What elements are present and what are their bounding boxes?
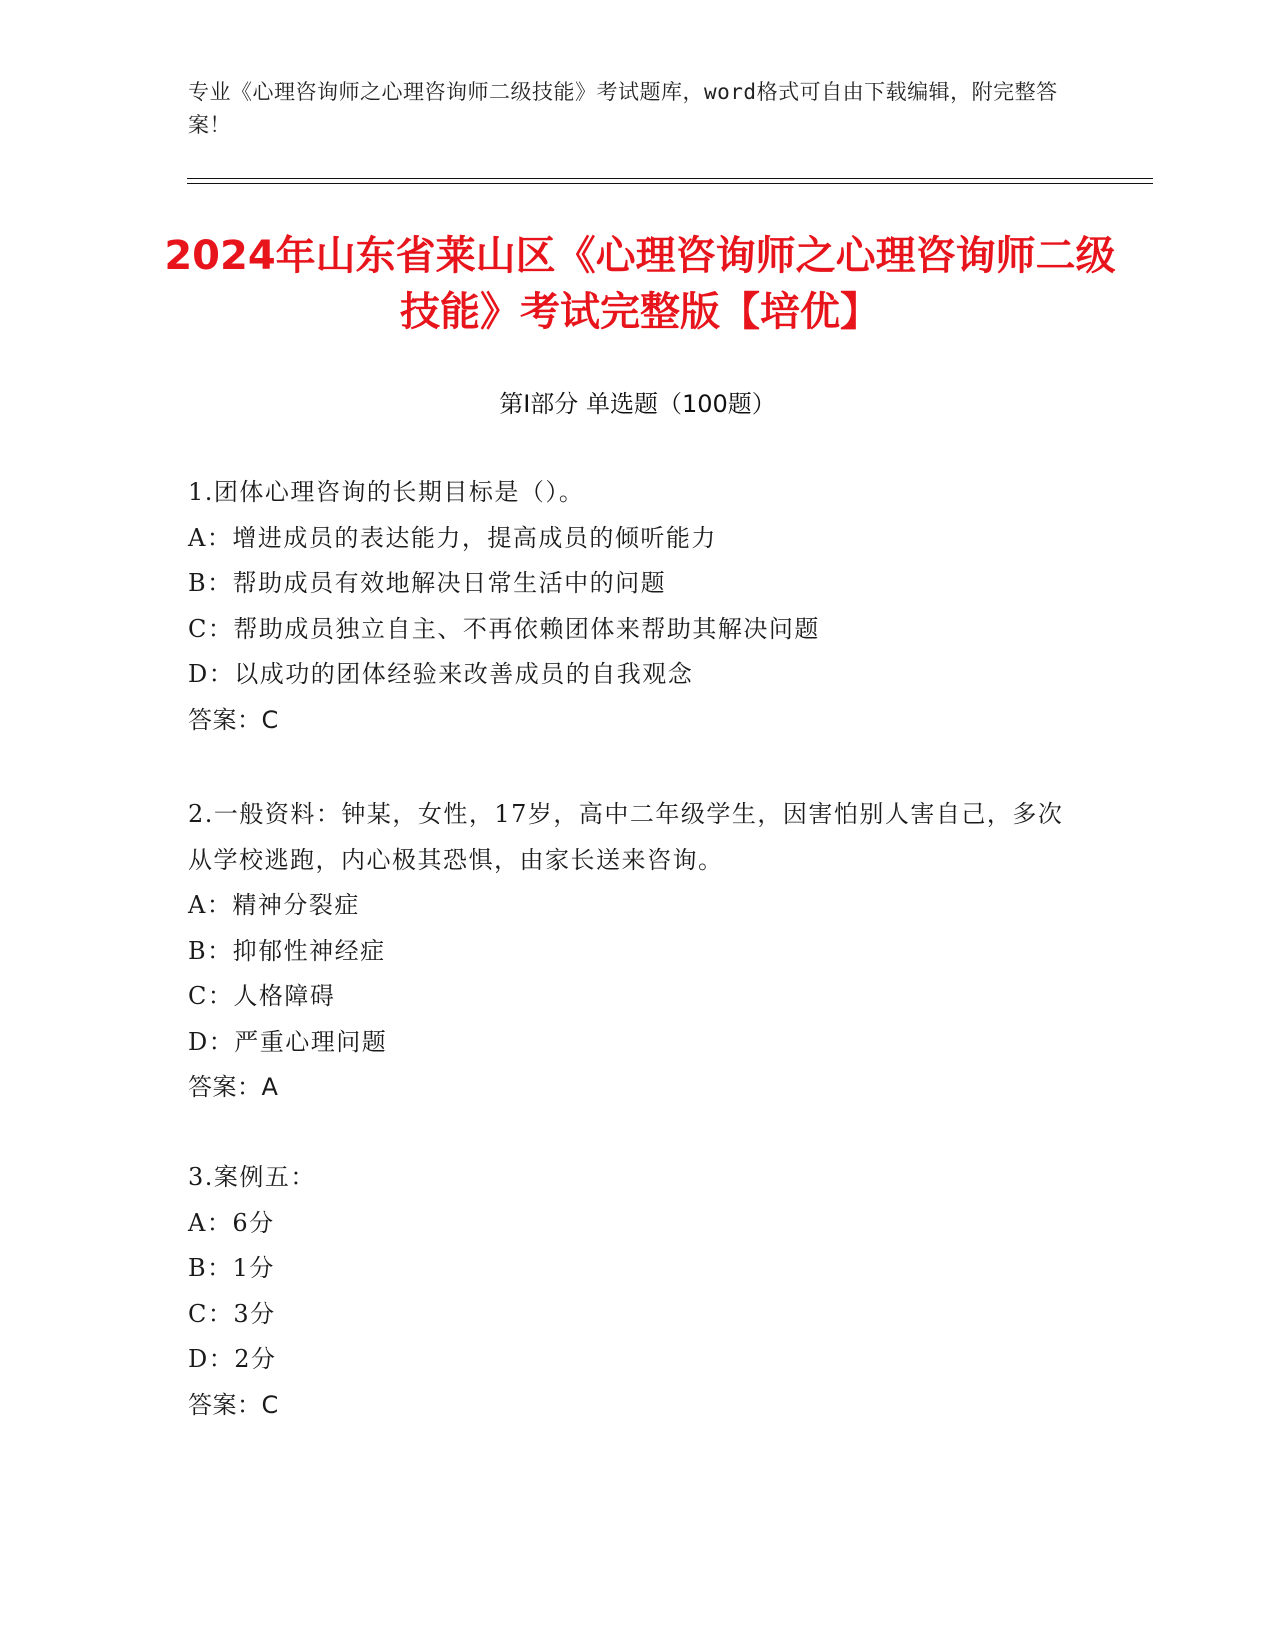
option-b: B：抑郁性神经症 [188, 936, 386, 965]
question-block [188, 792, 1068, 1111]
answer-label: 答案： [188, 705, 262, 734]
option-a: A：6分 [188, 1208, 275, 1237]
answer-value: C [261, 705, 279, 734]
answer-line [188, 1065, 1068, 1111]
answer-line [188, 698, 1068, 744]
question-stem: 2.一般资料：钟某，女性，17岁，高中二年级学生，因害怕别人害自己，多次从学校逃跑，内心极其恐惧，由家长送来咨询。 [188, 800, 1064, 874]
option-c: C：3分 [188, 1299, 276, 1328]
option-a: A：增进成员的表达能力，提高成员的倾听能力 [188, 523, 717, 552]
question-block [188, 470, 1068, 743]
document-title: 2024年山东省莱山区《心理咨询师之心理咨询师二级技能》考试完整版【培优】 [164, 233, 1116, 335]
answer-label: 答案： [188, 1390, 262, 1419]
answer-line [188, 1383, 1068, 1429]
question-stem: 3.案例五： [188, 1163, 316, 1191]
header-note: 专业《心理咨询师之心理咨询师二级技能》考试题库，word格式可自由下载编辑，附完整答案！ [188, 80, 1058, 137]
option-a: A：精神分裂症 [188, 891, 360, 919]
option-b: B：帮助成员有效地解决日常生活中的问题 [188, 569, 667, 597]
question-stem: 1.团体心理咨询的长期目标是（）。 [188, 478, 585, 506]
header-divider-bottom [187, 183, 1153, 184]
option-d: D：以成功的团体经验来改善成员的自我观念 [188, 660, 694, 688]
option-d: D：2分 [188, 1345, 277, 1373]
question-block [188, 1155, 1068, 1428]
section-heading: 第I部分 单选题（100题） [499, 390, 776, 418]
option-d: D：严重心理问题 [188, 1027, 388, 1056]
answer-label: 答案： [188, 1073, 262, 1101]
answer-value: A [261, 1073, 279, 1101]
option-b: B：1分 [188, 1254, 275, 1282]
option-c: C：帮助成员独立自主、不再依赖团体来帮助其解决问题 [188, 614, 820, 643]
answer-value: C [261, 1390, 279, 1419]
option-c: C：人格障碍 [188, 982, 336, 1010]
header-divider-top [187, 178, 1153, 179]
